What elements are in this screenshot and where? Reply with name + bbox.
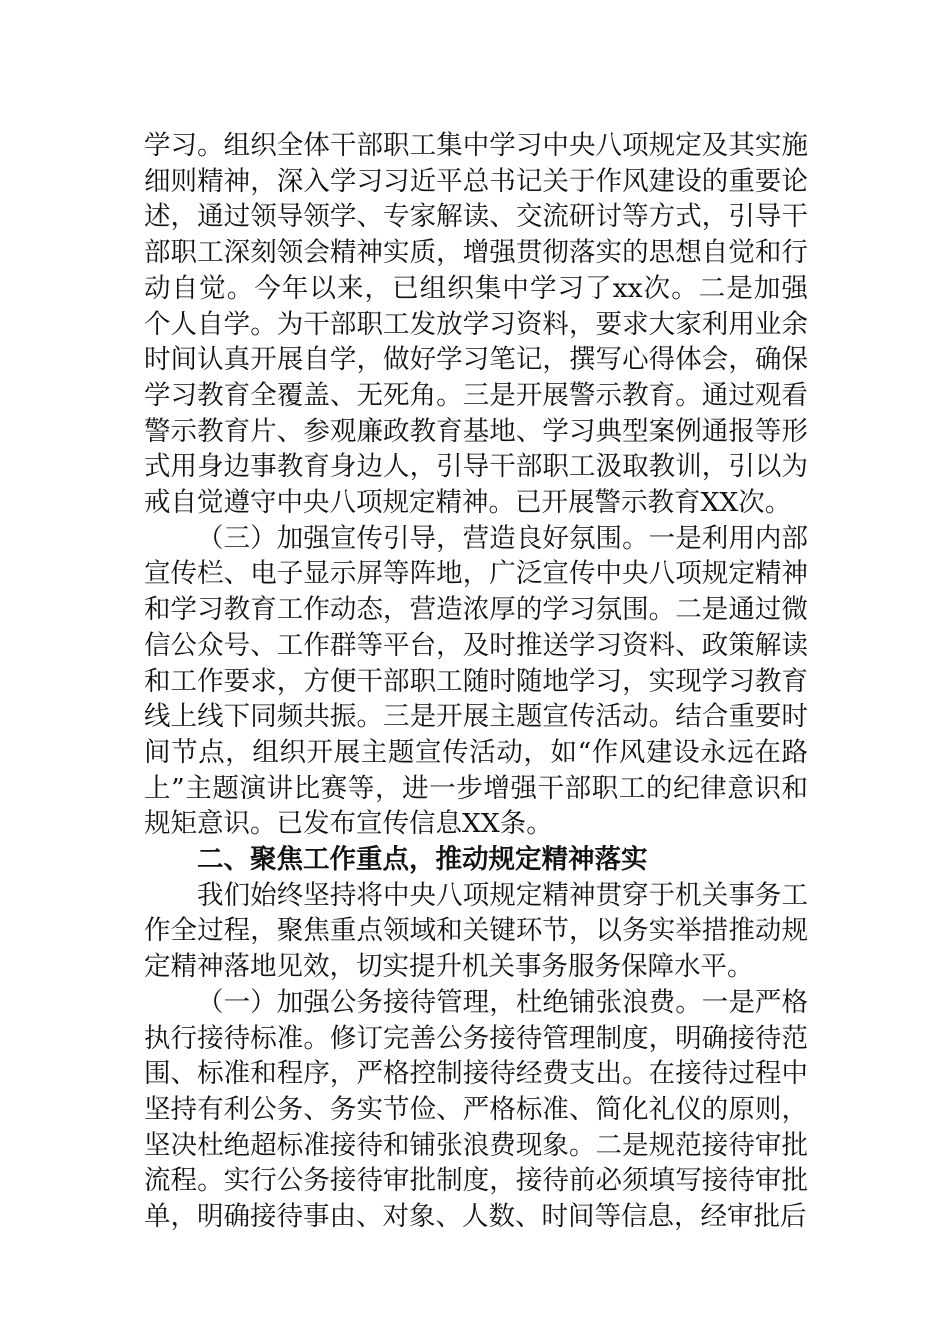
- paragraph-reception: （一）加强公务接待管理，杜绝铺张浪费。一是严格执行接待标准。修订完善公务接待管理制度，明确接待范围、标准和程序，严格控制接待经费支出。在接待过程中坚持有利公务、务实节俭、严格标准、简化礼仪的原则，坚决杜绝超标准接待和铺张浪费现象。二是规范接待审批流程。实行公务接待审批制度，接待前必须填写接待审批单，明确接待事由、对象、人数、时间等信息，经审批后: [144, 986, 808, 1233]
- paragraph-continued: 学习。组织全体干部职工集中学习中央八项规定及其实施细则精神，深入学习习近平总书记关于作风建设的重要论述，通过领导领学、专家解读、交流研讨等方式，引导干部职工深刻领会精神实质，增强贯彻落实的思想自觉和行动自觉。今年以来，已组织集中学习了xx次。二是加强个人自学。为干部职工发放学习资料，要求大家利用业余时间认真开展自学，做好学习笔记，撰写心得体会，确保学习教育全覆盖、无死角。三是开展警示教育。通过观看警示教育片、参观廉政教育基地、学习典型案例通报等形式用身边事教育身边人，引导干部职工汲取教训，引以为戒自觉遵守中央八项规定精神。已开展警示教育XX次。: [144, 130, 808, 519]
- section-heading: 二、聚焦工作重点，推动规定精神落实: [197, 844, 648, 876]
- paragraph-section-intro: 我们始终坚持将中央八项规定精神贯穿于机关事务工作全过程，聚焦重点领域和关键环节，以务实举措推动规定精神落地见效，切实提升机关事务服务保障水平。: [144, 879, 808, 983]
- paragraph-publicity: （三）加强宣传引导，营造良好氛围。一是利用内部宣传栏、电子显示屏等阵地，广泛宣传中央八项规定精神和学习教育工作动态，营造浓厚的学习氛围。二是通过微信公众号、工作群等平台，及时推送学习资料、政策解读和工作要求，方便干部职工随时随地学习，实现学习教育线上线下同频共振。三是开展主题宣传活动。结合重要时间节点，组织开展主题宣传活动，如“作风建设永远在路上”主题演讲比赛等，进一步增强干部职工的纪律意识和规矩意识。已发布宣传信息XX条。: [144, 522, 808, 840]
- document-body: [144, 128, 808, 1235]
